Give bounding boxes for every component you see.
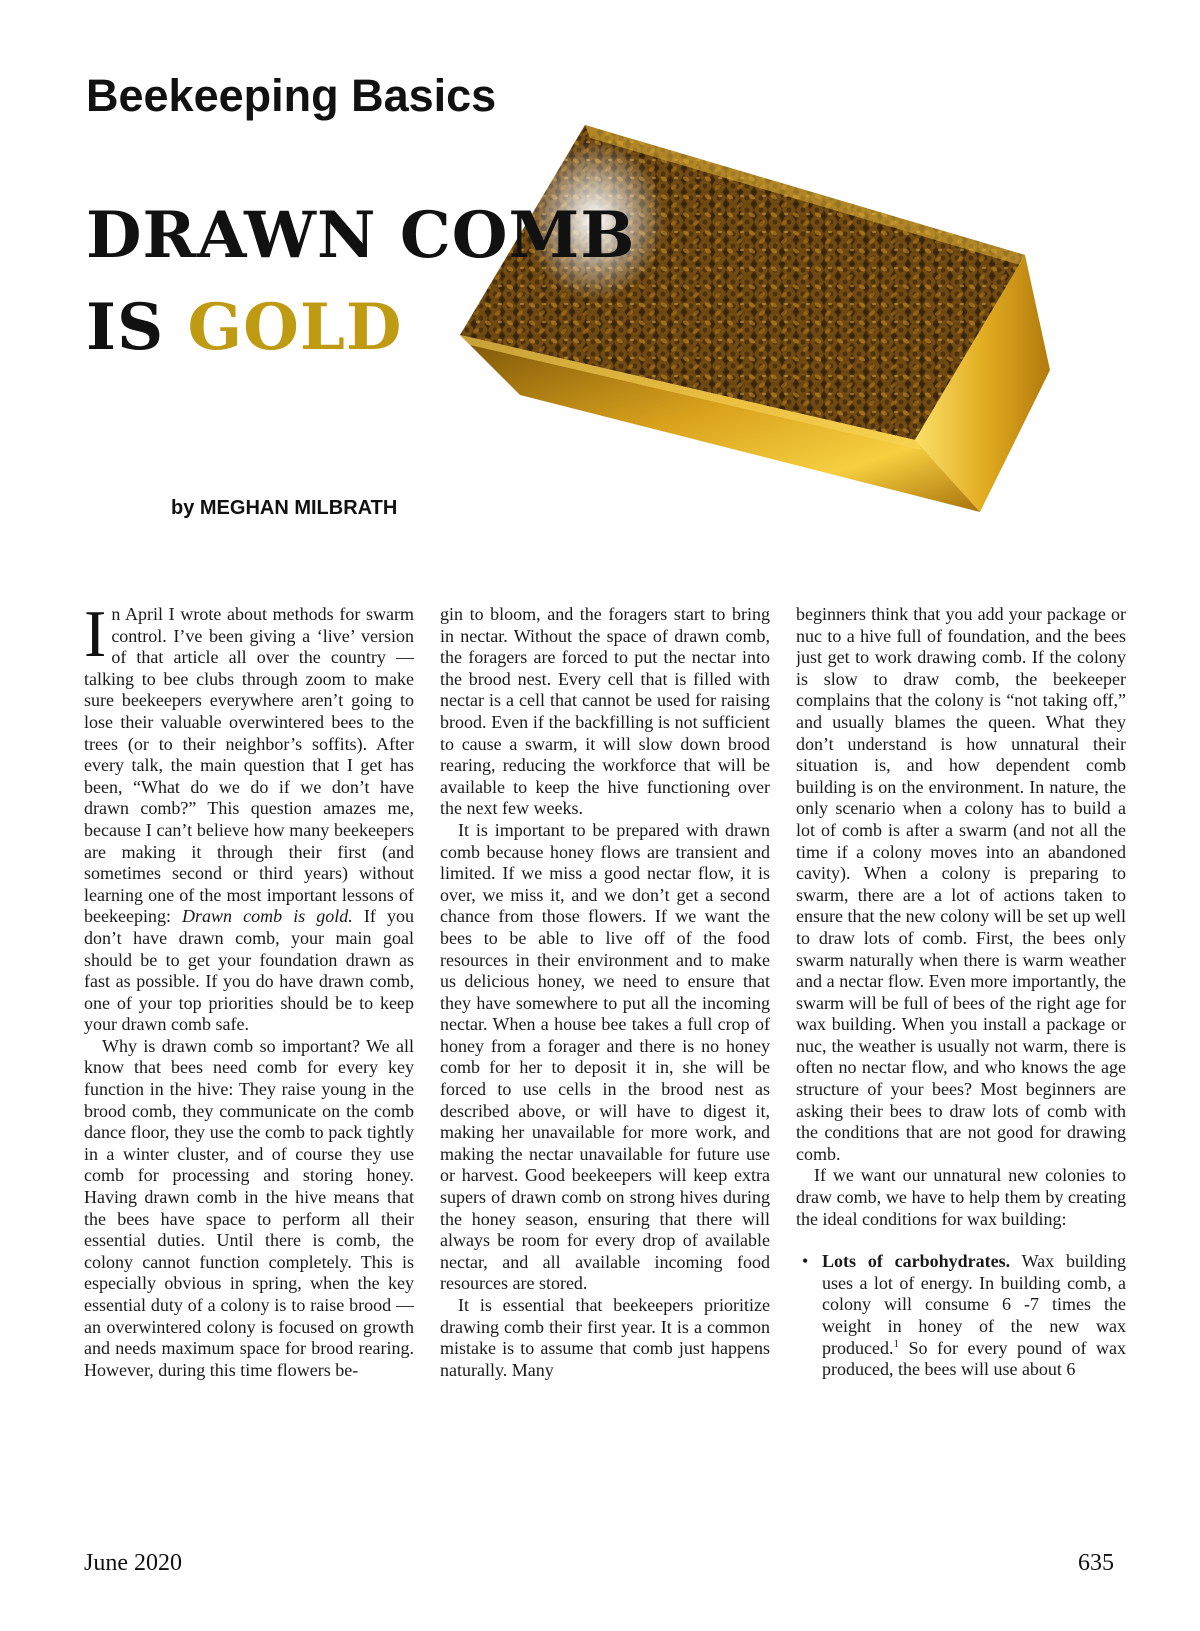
paragraph: beginners think that you add your package or nuc to a hive full of foundation, and the bees just get to work drawing comb. If the colony is slow to draw comb, the beekeeper complains that the colony is “not taking off,” and usually blames the queen. What they don’t understand is how unnatural their situation is, and how dependent comb building is on the environment. In nature, the only scenario when a colony has to build a lot of comb is after a swarm (and not all the time if a colony moves into an abandoned cavity). When a colony is preparing to swarm, there are a lot of actions taken to ensure that the new colony will be set up well to draw lots of comb. First, the bees only swarm naturally when there is warm weather and a nectar flow. Even more importantly, the swarm will be full of bees of the right age for wax building. When you install a package or nuc, the weather is usually not warm, there is often no nectar flow, and who knows the age structure of your bees? Most beginners are asking their bees to draw lots of comb with the conditions that are not good for drawing comb. — [796, 604, 1126, 1164]
article-title-line1: DRAWN COMB — [86, 198, 636, 273]
paragraph: gin to bloom, and the foragers start to bring in nectar. Without the space of drawn comb, the foragers are forced to put the nectar into the brood nest. Every cell that is filled with nectar is a cell that cannot be used for raising brood. Even if the backfilling is not sufficient to cause a swarm, it will slow down brood rearing, reducing the workforce that will be available to keep the hive functioning over the next few weeks. — [440, 604, 770, 819]
list-item — [822, 1251, 1126, 1381]
paragraph: It is essential that beekeepers prioritize drawing comb their first year. It is a common mistake is to assume that comb just happens naturally. Many — [440, 1295, 770, 1380]
title-prefix: IS — [86, 290, 165, 365]
paragraph-text: If you don’t have drawn comb, your main goal should be to get your foundation drawn as fast as possible. If you do have drawn comb, one of your top priorities should be to keep your drawn comb safe. — [84, 906, 414, 1035]
paragraph-text: n April I wrote about methods for swarm control. I’ve been giving a ‘live’ version of that article all over the country — talking to bee clubs through zoom to make sure beekeepers everywhere aren’t going to lose their valuable overwintered bees to the trees (or to their neighbor’s soffits). After every talk, the main question that I get has been, “What do we do if we don’t have drawn comb?” This question amazes me, because I can’t believe how many beekeepers are making it through their first (and sometimes second or third years) without learning one of the most important lessons of beekeeping: — [84, 604, 414, 927]
bullet-text: So for every pound of wax produced, the bees will use about 6 — [822, 1337, 1126, 1380]
emphasis-text: Drawn comb is gold. — [182, 906, 353, 927]
bullet-title: Lots of carbohydrates. — [822, 1251, 1011, 1272]
footnote-ref: 1 — [893, 1337, 899, 1350]
bullet-text: Wax building uses a lot of energy. In building comb, a colony will consume 6 -7 times the weight in honey of the new wax produced. — [822, 1251, 1126, 1358]
footer-date: June 2020 — [84, 1550, 182, 1576]
gold-bar-honeycomb-icon — [460, 120, 1100, 515]
section-label: Beekeeping Basics — [86, 70, 497, 121]
paragraph: If we want our unnatural new colonies to draw comb, we have to help them by creating the ideal conditions for wax building: — [796, 1165, 1126, 1229]
article-column-2 — [440, 604, 770, 1522]
conditions-list — [796, 1251, 1126, 1381]
title-highlight-gold: GOLD — [187, 290, 403, 365]
article-column-1 — [84, 604, 414, 1522]
paragraph: Why is drawn comb so important? We all know that bees need comb for every key function in the hive: They raise young in the brood comb, they communicate on the comb dance floor, they use the comb to pack tightly in a winter cluster, and of course they use comb for processing and storing honey. Having drawn comb in the hive means that the bees have space to perform all their essential duties. Until there is comb, the colony cannot function completely. This is especially obvious in spring, when the key essential duty of a colony is to raise brood — an overwintered colony is focused on growth and needs maximum space for brood rearing. However, during this time flowers be- — [84, 1035, 414, 1380]
page-number: 635 — [1078, 1550, 1114, 1576]
article-column-3 — [796, 604, 1126, 1522]
paragraph — [84, 604, 414, 1036]
paragraph: It is important to be prepared with drawn comb because honey flows are transient and limited. If we miss a good nectar flow, it is over, we miss it, and we don’t get a second chance from those flowers. If we want the bees to be able to live off of the food resources in their environment and to make us delicious honey, we need to ensure that they have somewhere to put all the incoming nectar. When a house bee takes a full crop of honey from a forager and there is no honey comb for her to deposit it in, she will be forced to use cells in the brood nest as described above, or will have to digest it, making her unavailable for more work, and making the nectar unavailable for future use or harvest. Good beekeepers will keep extra supers of drawn comb on strong hives during the honey season, ensuring that there will always be room for every drop of available nectar, and all available incoming food resources are stored. — [440, 819, 770, 1294]
byline: by MEGHAN MILBRATH — [171, 497, 398, 519]
article-title-line2 — [86, 290, 402, 365]
drop-cap: I — [84, 604, 107, 671]
